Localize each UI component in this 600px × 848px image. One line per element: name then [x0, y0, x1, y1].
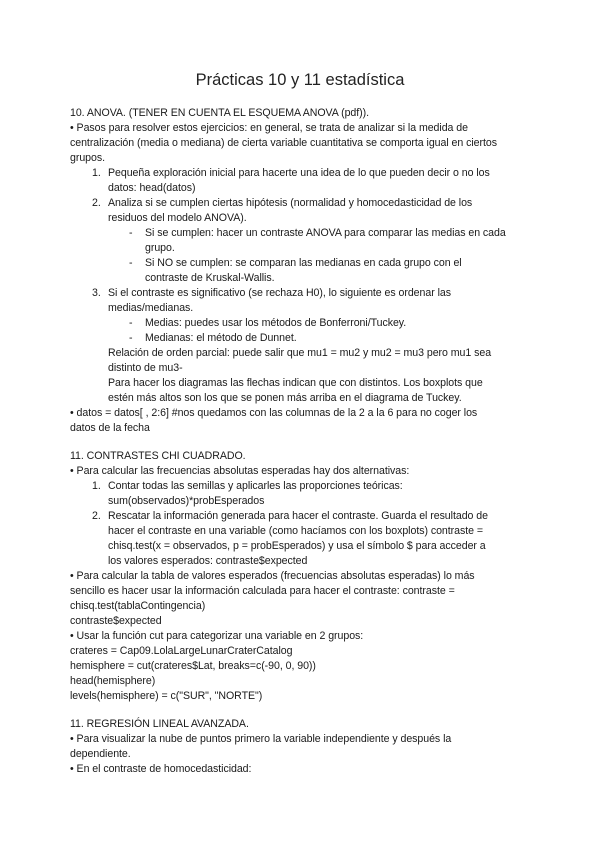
sub-list-item: grupo.: [145, 242, 175, 254]
sub-list-item: Si se cumplen: hacer un contraste ANOVA para comparar las medias en cada: [145, 227, 506, 239]
section-heading-anova: 10. ANOVA. (TENER EN CUENTA EL ESQUEMA ANOVA (pdf)).: [70, 107, 370, 119]
list-dash: -: [129, 332, 133, 344]
list-item: datos: head(datos): [108, 182, 196, 194]
text-line: • Para calcular la tabla de valores esperados (frecuencias absolutas esperadas) lo más: [70, 570, 475, 582]
list-number: 2.: [92, 510, 101, 522]
list-item: residuos del modelo ANOVA).: [108, 212, 247, 224]
section-heading-regression: 11. REGRESIÓN LINEAL AVANZADA.: [70, 718, 249, 730]
list-item: los valores esperados: contraste$expected: [108, 555, 308, 567]
list-item: Pequeña exploración inicial para hacerte una idea de lo que pueden decir o no los: [108, 167, 490, 179]
list-dash: -: [129, 257, 133, 269]
text-line: • datos = datos[ , 2:6] #nos quedamos con las columnas de la 2 a la 6 para no coger los: [70, 407, 478, 419]
section-heading-chi: 11. CONTRASTES CHI CUADRADO.: [70, 450, 246, 462]
text-line: • Pasos para resolver estos ejercicios: en general, se trata de analizar si la medida de: [70, 122, 468, 134]
list-number: 2.: [92, 197, 101, 209]
text-line: • En el contraste de homocedasticidad:: [70, 763, 252, 775]
code-line: hemisphere = cut(crateres$Lat, breaks=c(-90, 0, 90)): [70, 660, 316, 672]
list-dash: -: [129, 317, 133, 329]
list-number: 1.: [92, 167, 101, 179]
list-item: Analiza si se cumplen ciertas hipótesis (normalidad y homocedasticidad de los: [108, 197, 473, 209]
code-line: head(hemisphere): [70, 675, 156, 687]
sub-list-item: Medias: puedes usar los métodos de Bonferroni/Tuckey.: [145, 317, 407, 329]
list-dash: -: [129, 227, 133, 239]
sub-list-item: Medianas: el método de Dunnet.: [145, 332, 297, 344]
list-item: Contar todas las semillas y aplicarles las proporciones teóricas:: [108, 480, 403, 492]
code-line: levels(hemisphere) = c("SUR", "NORTE"): [70, 690, 263, 702]
sub-list-item: Si NO se cumplen: se comparan las medianas en cada grupo con el: [145, 257, 462, 269]
code-line: contraste$expected: [70, 615, 162, 627]
text-line: centralización (media o mediana) de cierta variable cuantitativa se comporta igual en ciertos: [70, 137, 497, 149]
page-title: Prácticas 10 y 11 estadística: [195, 71, 405, 89]
list-number: 3.: [92, 287, 101, 299]
text-line: • Usar la función cut para categorizar una variable en 2 grupos:: [70, 630, 364, 642]
list-item: hacer el contraste en una variable (como hacíamos con los boxplots) contraste =: [108, 525, 483, 537]
text-line: estén más altos son los que se ponen más arriba en el diagrama de Tuckey.: [108, 392, 462, 404]
text-line: dependiente.: [70, 748, 131, 760]
list-item: Rescatar la información generada para hacer el contraste. Guarda el resultado de: [108, 510, 488, 522]
code-line: chisq.test(tablaContingencia): [70, 600, 206, 612]
text-line: grupos.: [70, 152, 105, 164]
list-item: Si el contraste es significativo (se rechaza H0), lo siguiente es ordenar las: [108, 287, 451, 299]
text-line: • Para visualizar la nube de puntos primero la variable independiente y después la: [70, 733, 452, 745]
text-line: Relación de orden parcial: puede salir que mu1 = mu2 y mu2 = mu3 pero mu1 sea: [108, 347, 492, 359]
sub-list-item: contraste de Kruskal-Wallis.: [145, 272, 275, 284]
text-line: datos de la fecha: [70, 422, 150, 434]
text-line: sencillo es hacer usar la información calculada para hacer el contraste: contraste =: [70, 585, 455, 597]
list-item: chisq.test(x = observados, p = probEsperados) y usa el símbolo $ para acceder a: [108, 540, 486, 552]
text-line: • Para calcular las frecuencias absolutas esperadas hay dos alternativas:: [70, 465, 410, 477]
text-line: distinto de mu3-: [108, 362, 183, 374]
text-line: Para hacer los diagramas las flechas indican que con distintos. Los boxplots que: [108, 377, 483, 389]
list-item: sum(observados)*probEsperados: [108, 495, 265, 507]
code-line: crateres = Cap09.LolaLargeLunarCraterCatalog: [70, 645, 293, 657]
list-number: 1.: [92, 480, 101, 492]
list-item: medias/medianas.: [108, 302, 194, 314]
